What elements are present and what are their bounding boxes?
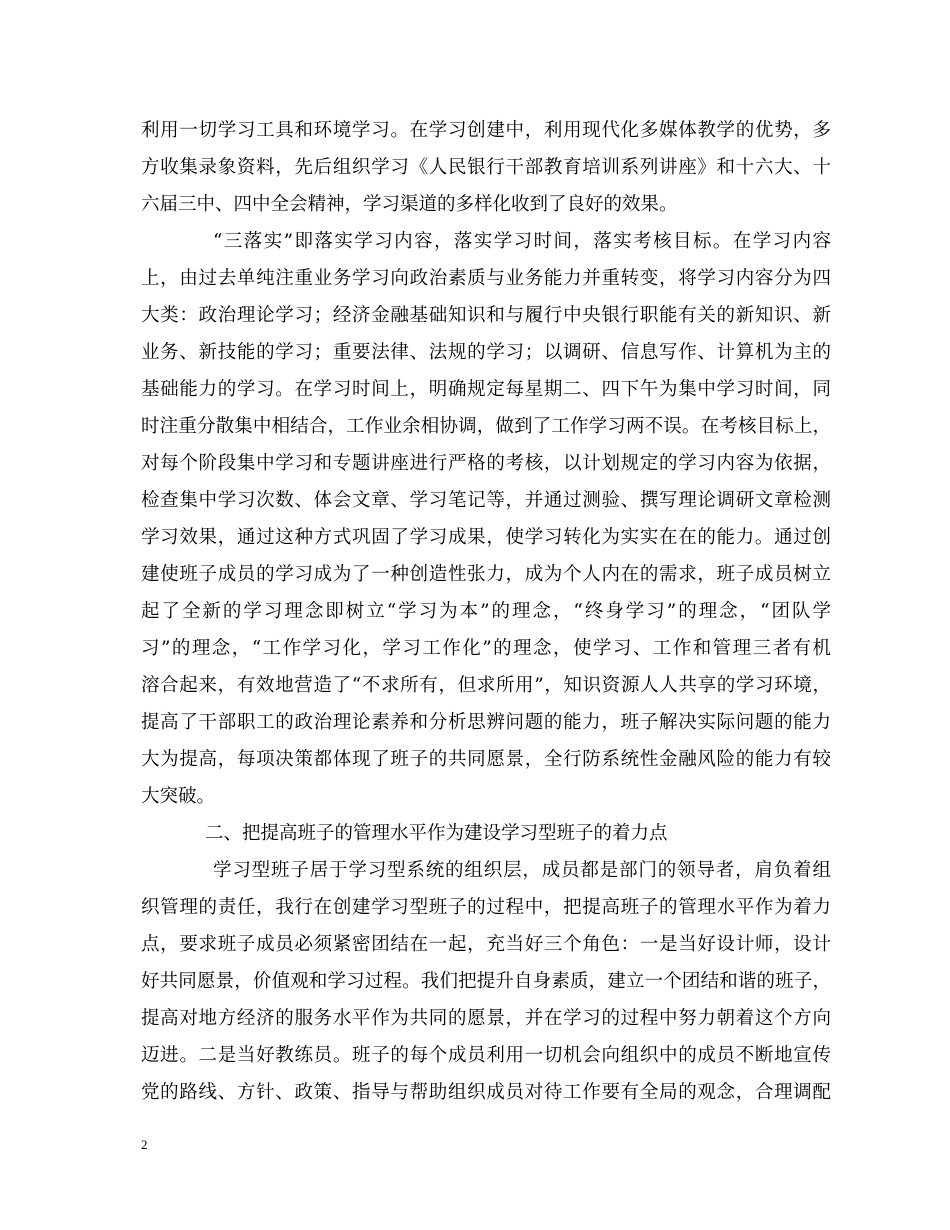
text-line-13: 建使班子成员的学习成为了一种创造性张力，成为个人内在的需求，班子成员树立 [141, 564, 831, 585]
text-line-24: 好共同愿景，价值观和学习过程。我们把提升自身素质，建立一个团结和谐的班子， [141, 971, 831, 992]
section-heading: 二、把提高班子的管理水平作为建设学习型班子的着力点 [205, 823, 668, 844]
text-line-12: 学习效果，通过这种方式巩固了学习成果，使学习转化为实实在在的能力。通过创 [141, 527, 831, 548]
text-line-7: 业务、新技能的学习；重要法律、法规的学习；以调研、信息写作、计算机为主的 [141, 342, 831, 363]
text-line-11: 检查集中学习次数、体会文章、学习笔记等，并通过测验、撰写理论调研文章检测 [141, 490, 831, 511]
text-line-3: 六届三中、四中全会精神，学习渠道的多样化收到了良好的效果。 [141, 194, 678, 215]
text-line-8: 基础能力的学习。在学习时间上，明确规定每星期二、四下午为集中学习时间，同 [141, 379, 831, 400]
text-line-23: 点，要求班子成员必须紧密团结在一起，充当好三个角色：一是当好设计师，设计 [141, 934, 831, 955]
page-number: 2 [141, 1137, 148, 1152]
text-line-18: 大为提高，每项决策都体现了班子的共同愿景，全行防系统性金融风险的能力有较 [141, 749, 831, 770]
text-line-9: 时注重分散集中相结合，工作业余相协调，做到了工作学习两不误。在考核目标上， [141, 416, 831, 437]
text-line-15: 习”的理念，“工作学习化，学习工作化”的理念，使学习、工作和管理三者有机 [141, 638, 831, 659]
text-line-27: 党的路线、方针、政策、指导与帮助组织成员对待工作要有全局的观念，合理调配 [141, 1082, 831, 1103]
text-line-26: 迈进。二是当好教练员。班子的每个成员利用一切机会向组织中的成员不断地宣传 [141, 1045, 831, 1066]
text-line-6: 大类：政治理论学习；经济金融基础知识和与履行中央银行职能有关的新知识、新 [141, 305, 831, 326]
text-line-22: 织管理的责任，我行在创建学习型班子的过程中，把提高班子的管理水平作为着力 [141, 897, 831, 918]
text-line-21: 学习型班子居于学习型系统的组织层，成员都是部门的领导者，肩负着组 [213, 860, 831, 881]
text-line-10: 对每个阶段集中学习和专题讲座进行严格的考核，以计划规定的学习内容为依据， [141, 453, 831, 474]
text-line-2: 方收集录象资料，先后组织学习《人民银行干部教育培训系列讲座》和十六大、十 [141, 157, 831, 178]
text-line-19: 大突破。 [141, 786, 216, 807]
text-line-17: 提高了干部职工的政治理论素养和分析思辨问题的能力，班子解决实际问题的能力 [141, 712, 831, 733]
text-line-1: 利用一切学习工具和环境学习。在学习创建中，利用现代化多媒体教学的优势，多 [141, 120, 831, 141]
text-line-16: 溶合起来，有效地营造了“不求所有，但求所用”，知识资源人人共享的学习环境， [141, 675, 831, 696]
text-line-14: 起了全新的学习理念即树立“学习为本”的理念，“终身学习”的理念，“团队学 [141, 601, 831, 622]
text-line-5: 上，由过去单纯注重业务学习向政治素质与业务能力并重转变，将学习内容分为四 [141, 268, 831, 289]
text-line-25: 提高对地方经济的服务水平作为共同的愿景，并在学习的过程中努力朝着这个方向 [141, 1008, 831, 1029]
text-line-4: “三落实”即落实学习内容，落实学习时间，落实考核目标。在学习内容 [213, 231, 831, 252]
